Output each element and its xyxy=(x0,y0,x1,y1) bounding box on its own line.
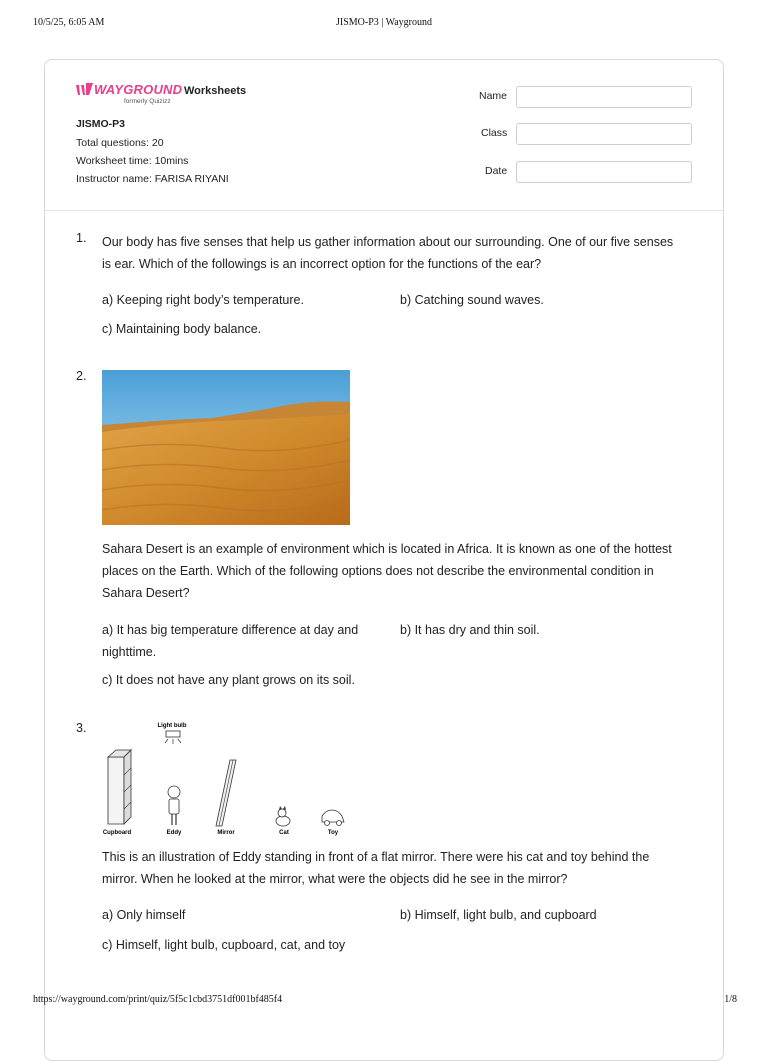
worksheet-time: Worksheet time: 10mins xyxy=(76,155,189,167)
option-a[interactable]: a) Keeping right body’s temperature. xyxy=(102,293,304,307)
logo-formerly: formerly Quizizz xyxy=(124,98,171,105)
date-label: Date xyxy=(485,165,508,177)
page-number: 1/8 xyxy=(724,994,737,1005)
toy-label: Toy xyxy=(327,830,339,836)
logo-wordmark: WAYGROUND xyxy=(94,82,183,97)
cat-icon xyxy=(276,806,290,826)
option-b[interactable]: b) It has dry and thin soil. xyxy=(400,623,540,637)
eddy-figure-icon xyxy=(168,786,180,825)
worksheet-header xyxy=(45,60,723,211)
mirror-icon xyxy=(216,760,236,826)
cupboard-label: Cupboard xyxy=(102,830,132,836)
question-text: This is an illustration of Eddy standing in front of a flat mirror. There were his cat and toy behind the mirror. When he looked at the mirror, what were the objects did he see in the mirror? xyxy=(102,850,650,886)
wayground-logo xyxy=(76,81,186,109)
option-b[interactable]: b) Catching sound waves. xyxy=(400,293,544,307)
print-header xyxy=(0,17,768,31)
print-footer xyxy=(0,994,768,1008)
option-c[interactable]: c) It does not have any plant grows on its soil. xyxy=(102,673,355,687)
print-datetime: 10/5/25, 6:05 AM xyxy=(33,17,105,28)
class-field[interactable] xyxy=(516,123,692,145)
question-number: 1. xyxy=(76,231,87,245)
question-number: 3. xyxy=(76,721,87,735)
name-label: Name xyxy=(479,90,508,102)
print-url: https://wayground.com/print/quiz/5f5c1cbd3751df001bf485f4 xyxy=(33,994,283,1005)
print-title: JISMO-P3 | Wayground xyxy=(335,17,432,28)
bulb-label: Light bulb xyxy=(157,723,187,729)
option-a[interactable]: a) It has big temperature difference at day and nighttime. xyxy=(102,623,359,659)
sahara-desert-image xyxy=(102,370,350,525)
instructor-name: Instructor name: FARISA RIYANI xyxy=(76,173,229,185)
option-a[interactable]: a) Only himself xyxy=(102,908,186,922)
cat-label: Cat xyxy=(279,830,289,836)
class-label: Class xyxy=(481,127,508,139)
section-label: Worksheets xyxy=(184,85,247,97)
toy-car-icon xyxy=(322,810,344,826)
logo-mark-icon xyxy=(76,83,94,97)
question-text: Sahara Desert is an example of environment which is located in Africa. It is known as one of the hottest places on the Earth. Which of the following options does not describe the environmental condition in Sahara Desert? xyxy=(102,542,672,600)
worksheet-code: JISMO-P3 xyxy=(76,118,126,130)
option-c[interactable]: c) Maintaining body balance. xyxy=(102,322,262,336)
total-questions: Total questions: 20 xyxy=(76,137,164,149)
option-c[interactable]: c) Himself, light bulb, cupboard, cat, and toy xyxy=(102,938,346,952)
date-field[interactable] xyxy=(516,161,692,183)
cupboard-icon xyxy=(108,750,131,824)
name-field[interactable] xyxy=(516,86,692,108)
question-text: Our body has five senses that help us gather information about our surrounding. One of our five senses is ear. Which of the followings is an incorrect option for the functions of the ear? xyxy=(102,235,674,271)
light-bulb-icon xyxy=(165,731,181,744)
option-b[interactable]: b) Himself, light bulb, and cupboard xyxy=(400,908,597,922)
worksheet-card xyxy=(44,59,724,1061)
mirror-label: Mirror xyxy=(217,830,235,836)
eddy-label: Eddy xyxy=(166,830,182,836)
mirror-illustration xyxy=(100,720,360,840)
question-number: 2. xyxy=(76,369,87,383)
